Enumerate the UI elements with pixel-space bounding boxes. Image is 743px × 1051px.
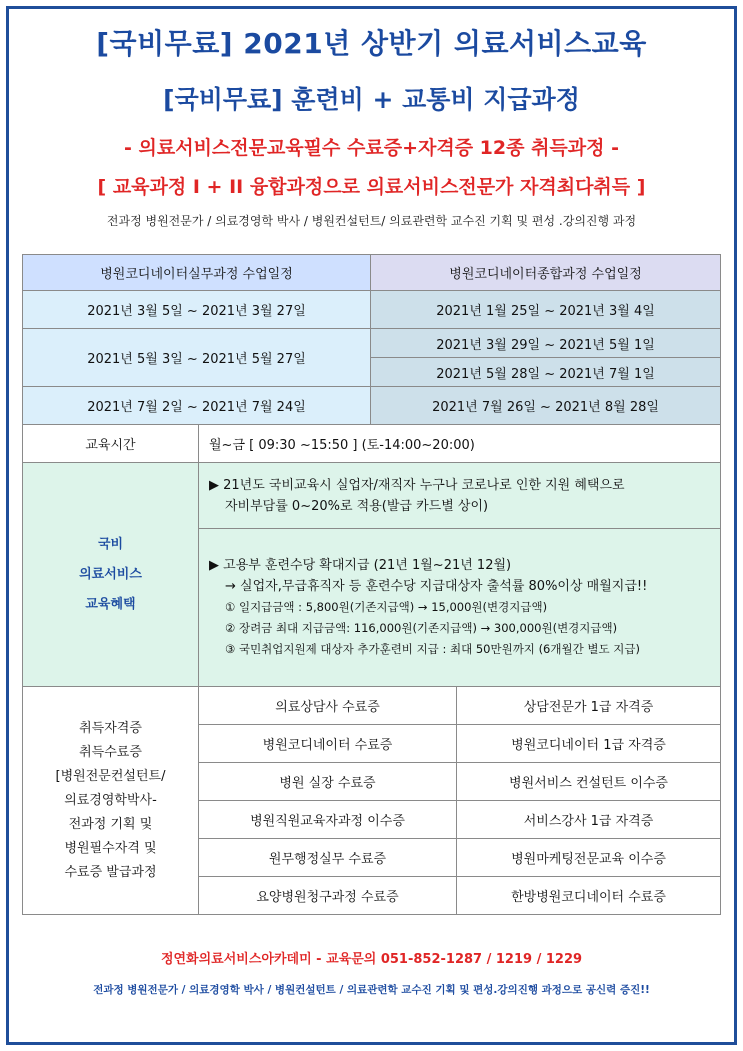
cert-right-2: 병원코디네이터 1급 자격증 — [457, 725, 721, 763]
cert-right-3: 병원서비스 컨설턴트 이수증 — [457, 763, 721, 801]
benefits-label — [23, 463, 199, 687]
practical-date-2: 2021년 5월 3일 ~ 2021년 5월 27일 — [23, 329, 371, 387]
benefit-item-1: ① 일지급금액 : 5,800원(기존지급액) → 15,000원(변경지급액) — [225, 600, 548, 614]
comprehensive-date-1: 2021년 1월 25일 ~ 2021년 3월 4일 — [371, 291, 721, 329]
certs-label-line-5: 전과정 기획 및 — [68, 816, 153, 832]
course-fusion-note: [ 교육과정 I + II 융합과정으로 의료서비스전문가 자격최다취득 ] — [97, 176, 646, 198]
certs-label-line-6: 병원필수자격 및 — [64, 840, 157, 856]
cert-left-1: 의료상담사 수료증 — [199, 687, 457, 725]
cert-right-1: 상담전문가 1급 자격증 — [457, 687, 721, 725]
cert-left-3: 병원 실장 수료증 — [199, 763, 457, 801]
benefit-allowance-line-1: ▶ 고용부 훈련수당 확대지급 (21년 1월~21년 12월) — [209, 558, 512, 573]
benefit-item-3: ③ 국민취업지원제 대상자 추가훈련비 지급 : 최대 50만원까지 (6개월간 별도 지급) — [225, 642, 640, 656]
course-highlight: - 의료서비스전문교육필수 수료증+자격증 12종 취득과정 - — [124, 137, 619, 159]
practical-date-3: 2021년 7월 2일 ~ 2021년 7월 24일 — [23, 387, 371, 425]
comprehensive-date-4: 2021년 7월 26일 ~ 2021년 8월 28일 — [371, 387, 721, 425]
comprehensive-course-header: 병원코디네이터종합과정 수업일정 — [371, 255, 721, 291]
cert-left-4: 병원직원교육자과정 이수증 — [199, 801, 457, 839]
main-title: [국비무료] 2021년 상반기 의료서비스교육 — [96, 27, 647, 60]
contact-info: 정연화의료서비스아카데미 - 교육문의 051-852-1287 / 1219 / 1229 — [160, 952, 583, 967]
footer-tagline: 전과정 병원전문가 / 의료경영학 박사 / 병원컨설턴트 / 의료관련학 교수진 기획 및 편성.강의진행 과정으로 공신력 증진!! — [93, 984, 650, 996]
cert-right-4: 서비스강사 1급 자격증 — [457, 801, 721, 839]
certs-label — [23, 687, 199, 915]
cert-right-5: 병원마케팅전문교육 이수증 — [457, 839, 721, 877]
certs-label-line-4: 의료경영학박사- — [64, 792, 157, 808]
comprehensive-date-2: 2021년 3월 29일 ~ 2021년 5월 1일 — [371, 329, 721, 358]
benefit-copay-line-1: ▶ 21년도 국비교육시 실업자/재직자 누구나 코로나로 인한 지원 혜택으로 — [209, 477, 625, 493]
course-info-table — [22, 254, 721, 915]
benefit-copay — [199, 463, 721, 529]
benefit-item-2: ② 장려금 최대 지급금액: 116,000원(기존지급액) → 300,000원(변경지급액) — [225, 621, 618, 635]
benefit-copay-line-2: 자비부담률 0~20%로 적용(발급 카드별 상이) — [225, 498, 489, 514]
benefit-allowance — [199, 529, 721, 687]
cert-left-6: 요양병원청구과정 수료증 — [199, 877, 457, 915]
faculty-note: 전과정 병원전문가 / 의료경영학 박사 / 병원컨설턴트/ 의료관련학 교수진 기획 및 편성 .강의진행 과정 — [106, 214, 637, 228]
certs-label-line-7: 수료증 발급과정 — [64, 864, 157, 880]
benefits-label-line-3: 교육혜택 — [85, 596, 136, 612]
cert-left-5: 원무행정실무 수료증 — [199, 839, 457, 877]
edu-time-label: 교육시간 — [23, 425, 199, 463]
cert-left-2: 병원코디네이터 수료증 — [199, 725, 457, 763]
certs-label-line-2: 취득수료증 — [79, 744, 142, 760]
certs-label-line-3: [병원전문컨설턴트/ — [55, 768, 166, 784]
cert-right-6: 한방병원코디네이터 수료증 — [457, 877, 721, 915]
benefits-label-line-2: 의료서비스 — [79, 566, 142, 582]
comprehensive-date-3: 2021년 5월 28일 ~ 2021년 7월 1일 — [371, 358, 721, 387]
certs-label-line-1: 취득자격증 — [79, 720, 142, 736]
practical-date-1: 2021년 3월 5일 ~ 2021년 3월 27일 — [23, 291, 371, 329]
sub-title: [국비무료] 훈련비 + 교통비 지급과정 — [163, 85, 580, 114]
benefits-label-line-1: 국비 — [97, 536, 124, 552]
edu-time-value: 월~금 [ 09:30 ~15:50 ] (토-14:00~20:00) — [199, 425, 721, 463]
benefit-allowance-line-2: → 실업자,무급휴직자 등 훈련수당 지급대상자 출석률 80%이상 매월지급!! — [225, 579, 648, 594]
practical-course-header: 병원코디네이터실무과정 수업일정 — [23, 255, 371, 291]
